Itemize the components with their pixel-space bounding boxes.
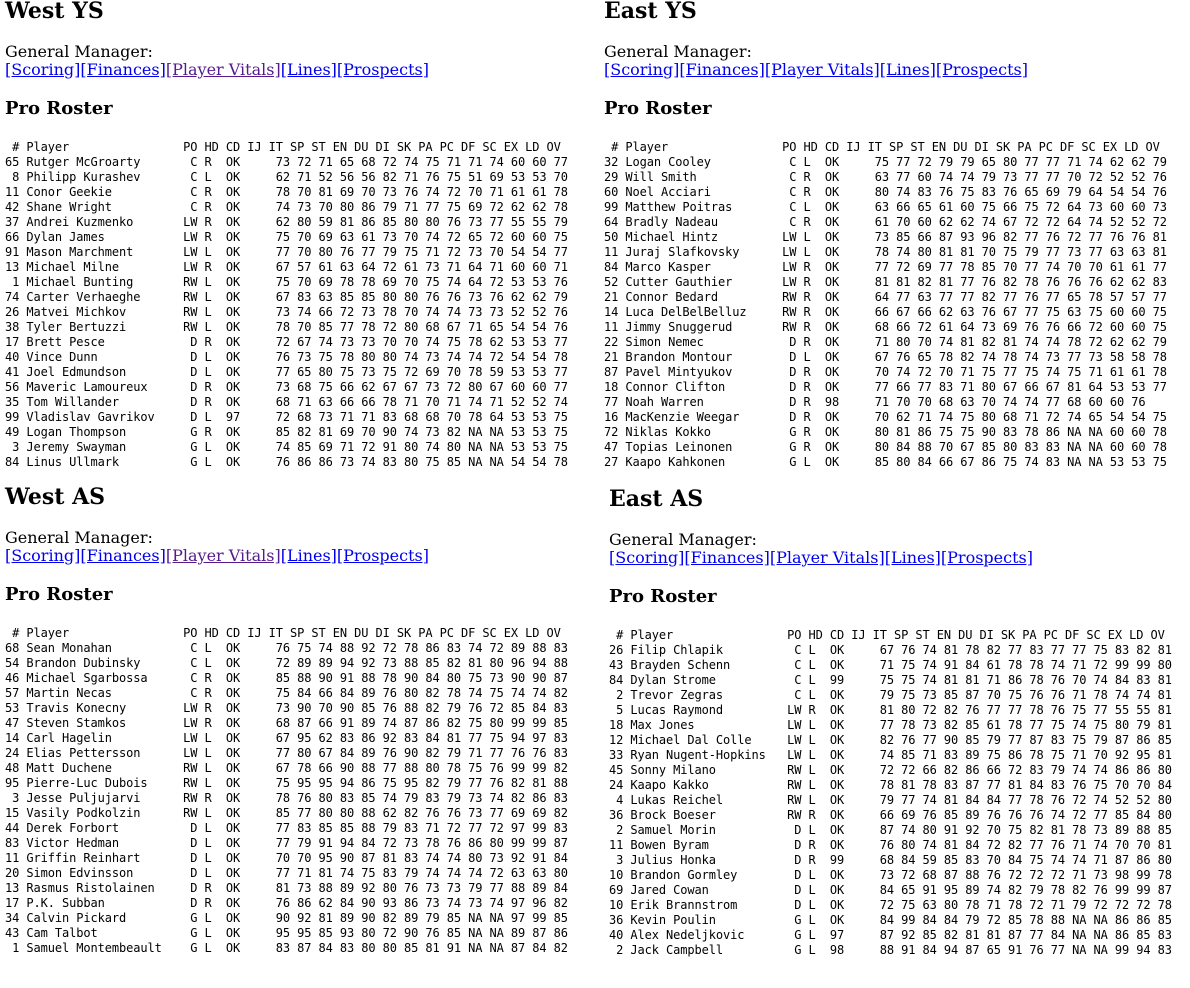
- roster-row: 84 Marco Kasper LW R OK 77 72 69 77 78 85 70 77 74 70 70 61 61 77: [604, 260, 1167, 274]
- roster-row: 11 Juraj Slafkovsky LW L OK 78 74 80 81 81 70 75 79 77 73 77 63 63 81: [604, 245, 1167, 259]
- roster-row: 54 Brandon Dubinsky C L OK 72 89 89 94 92 73 88 85 82 81 80 96 94 88: [5, 656, 568, 670]
- roster-row: 95 Pierre-Luc Dubois RW L OK 75 95 95 94 86 75 95 82 79 77 76 82 81 88: [5, 776, 568, 790]
- roster-row: 35 Tom Willander D R OK 68 71 63 66 66 78 71 70 71 74 71 52 52 74: [5, 395, 568, 409]
- team-east-as: [609, 488, 1190, 978]
- link-prospects[interactable]: [Prospects]: [336, 60, 429, 79]
- roster-row: 84 Linus Ullmark G L OK 76 86 86 73 74 83 80 75 85 NA NA 54 54 78: [5, 455, 568, 469]
- team-title: West YS: [5, 0, 104, 24]
- roster-row: 44 Derek Forbort D L OK 77 83 85 85 88 79 83 71 72 77 72 97 99 83: [5, 821, 568, 835]
- roster-row: 29 Will Smith C R OK 63 77 60 74 74 79 73 77 77 70 72 52 52 76: [604, 170, 1167, 184]
- roster-row: 24 Elias Pettersson LW L OK 77 80 67 84 89 76 90 82 79 71 77 76 76 83: [5, 746, 568, 760]
- roster-row: 36 Brock Boeser RW R OK 66 69 76 85 89 76 76 76 74 72 77 85 84 80: [609, 808, 1172, 822]
- link-scoring[interactable]: [Scoring]: [5, 60, 81, 79]
- roster-row: 99 Matthew Poitras C L OK 63 66 65 61 60 75 66 75 72 64 73 60 60 73: [604, 200, 1167, 214]
- link-player-vitals[interactable]: [Player Vitals]: [165, 546, 281, 565]
- team-links: [5, 61, 429, 79]
- roster-row: 43 Brayden Schenn C L OK 71 75 74 91 84 61 78 78 74 71 72 99 99 80: [609, 658, 1172, 672]
- roster-row: 26 Matvei Michkov RW L OK 73 74 66 72 73 78 70 74 74 73 73 52 52 76: [5, 305, 568, 319]
- link-lines[interactable]: [Lines]: [280, 546, 337, 565]
- roster-row: 14 Luca DelBelBelluz RW R OK 66 67 66 62 63 76 67 77 75 63 75 60 60 75: [604, 305, 1167, 319]
- roster-row: 52 Cutter Gauthier LW R OK 81 81 82 81 77 76 82 78 76 76 76 62 62 83: [604, 275, 1167, 289]
- roster-table: [5, 626, 568, 956]
- roster-table: [609, 628, 1172, 958]
- link-finances[interactable]: [Finances]: [684, 548, 770, 567]
- roster-row: 32 Logan Cooley C L OK 75 77 72 79 79 65 80 77 77 71 74 62 62 79: [604, 155, 1167, 169]
- roster-row: 36 Kevin Poulin G L OK 84 99 84 84 79 72 85 78 88 NA NA 86 86 85: [609, 913, 1172, 927]
- section-title: Pro Roster: [604, 98, 712, 119]
- roster-table: [604, 140, 1167, 470]
- link-lines[interactable]: [Lines]: [280, 60, 337, 79]
- roster-row: 11 Conor Geekie C R OK 78 70 81 69 70 73 76 74 72 70 71 61 61 78: [5, 185, 568, 199]
- roster-row: 42 Shane Wright C R OK 74 73 70 80 86 79 71 77 75 69 72 62 62 78: [5, 200, 568, 214]
- roster-row: 1 Michael Bunting RW L OK 75 70 69 78 78 69 70 75 74 64 72 53 53 76: [5, 275, 568, 289]
- roster-row: 99 Vladislav Gavrikov D L 97 72 68 73 71 71 83 68 68 70 78 64 53 53 75: [5, 410, 568, 424]
- roster-row: 11 Jimmy Snuggerud RW R OK 68 66 72 61 64 73 69 76 76 66 72 60 60 75: [604, 320, 1167, 334]
- roster-row: 24 Kaapo Kakko RW L OK 78 81 78 83 87 77 81 84 83 76 75 70 70 84: [609, 778, 1172, 792]
- roster-row: 60 Noel Acciari C R OK 80 74 83 76 75 83 76 65 69 79 64 54 54 76: [604, 185, 1167, 199]
- team-title: East YS: [604, 0, 697, 24]
- roster-row: 13 Rasmus Ristolainen D R OK 81 73 88 89 92 80 76 73 73 79 77 88 89 84: [5, 881, 568, 895]
- general-manager-label: General Manager:: [609, 530, 757, 549]
- roster-row: 2 Samuel Morin D L OK 87 74 80 91 92 70 75 82 81 78 73 89 88 85: [609, 823, 1172, 837]
- link-prospects[interactable]: [Prospects]: [940, 548, 1033, 567]
- link-finances[interactable]: [Finances]: [679, 60, 765, 79]
- roster-row: 2 Trevor Zegras C L OK 79 75 73 85 87 70 75 76 76 71 78 74 74 81: [609, 688, 1172, 702]
- roster-row: 3 Julius Honka D R 99 68 84 59 85 83 70 84 75 74 74 71 87 86 80: [609, 853, 1172, 867]
- roster-row: 50 Michael Hintz LW L OK 73 85 66 87 93 96 82 77 76 72 77 76 76 81: [604, 230, 1167, 244]
- roster-row: 69 Jared Cowan D L OK 84 65 91 95 89 74 82 79 78 82 76 99 99 87: [609, 883, 1172, 897]
- link-player-vitals[interactable]: [Player Vitals]: [769, 548, 885, 567]
- roster-row: 64 Bradly Nadeau C R OK 61 70 60 62 62 74 67 72 72 64 74 52 52 72: [604, 215, 1167, 229]
- roster-row: 43 Cam Talbot G L OK 95 95 85 93 80 72 90 76 85 NA NA 89 87 86: [5, 926, 568, 940]
- roster-header: # Player PO HD CD IJ IT SP ST EN DU DI SK PA PC DF SC EX LD OV: [604, 140, 1160, 154]
- roster-row: 40 Vince Dunn D L OK 76 73 75 78 80 80 74 73 74 74 72 54 54 78: [5, 350, 568, 364]
- link-finances[interactable]: [Finances]: [80, 60, 166, 79]
- section-title: Pro Roster: [5, 584, 113, 605]
- team-east-ys: [604, 0, 1190, 480]
- link-prospects[interactable]: [Prospects]: [935, 60, 1028, 79]
- roster-row: 17 P.K. Subban D R OK 76 86 62 84 90 93 86 73 74 73 74 97 96 82: [5, 896, 568, 910]
- roster-row: 74 Carter Verhaeghe RW L OK 67 83 63 85 85 80 80 76 76 73 76 62 62 79: [5, 290, 568, 304]
- roster-row: 27 Kaapo Kahkonen G L OK 85 80 84 66 67 86 75 74 83 NA NA 53 53 75: [604, 455, 1167, 469]
- team-links: [604, 61, 1028, 79]
- roster-row: 65 Rutger McGroarty C R OK 73 72 71 65 68 72 74 75 71 71 74 60 60 77: [5, 155, 568, 169]
- roster-row: 11 Bowen Byram D R OK 76 80 74 81 84 72 82 77 76 71 74 70 70 81: [609, 838, 1172, 852]
- roster-row: 11 Griffin Reinhart D L OK 70 70 95 90 87 81 83 74 74 80 73 92 91 84: [5, 851, 568, 865]
- link-lines[interactable]: [Lines]: [884, 548, 941, 567]
- roster-row: 47 Steven Stamkos LW R OK 68 87 66 91 89 74 87 86 82 75 80 99 99 85: [5, 716, 568, 730]
- roster-row: 41 Joel Edmundson D L OK 77 65 80 75 73 75 72 69 70 78 59 53 53 77: [5, 365, 568, 379]
- general-manager-label: General Manager:: [604, 42, 752, 61]
- link-scoring[interactable]: [Scoring]: [5, 546, 81, 565]
- roster-row: 45 Sonny Milano RW L OK 72 72 66 82 86 66 72 83 79 74 74 86 86 80: [609, 763, 1172, 777]
- roster-row: 33 Ryan Nugent-Hopkins LW L OK 74 85 71 83 89 75 86 78 75 71 70 92 95 81: [609, 748, 1172, 762]
- roster-row: 12 Michael Dal Colle LW L OK 82 76 77 90 85 79 77 87 83 75 79 87 86 85: [609, 733, 1172, 747]
- roster-row: 53 Travis Konecny LW R OK 73 90 70 90 85 76 88 82 79 76 72 85 84 83: [5, 701, 568, 715]
- general-manager-label: General Manager:: [5, 528, 153, 547]
- section-title: Pro Roster: [5, 98, 113, 119]
- roster-row: 47 Topias Leinonen G R OK 80 84 88 70 67 85 80 83 83 NA NA 60 60 78: [604, 440, 1167, 454]
- general-manager-label: General Manager:: [5, 42, 153, 61]
- roster-row: 48 Matt Duchene RW L OK 67 78 66 90 88 77 88 80 78 75 76 99 99 82: [5, 761, 568, 775]
- roster-row: 83 Victor Hedman D L OK 77 79 91 94 84 72 73 78 76 86 80 99 99 87: [5, 836, 568, 850]
- roster-row: 26 Filip Chlapik C L OK 67 76 74 81 78 82 77 83 77 77 75 83 82 81: [609, 643, 1172, 657]
- team-links: [5, 547, 429, 565]
- roster-row: 56 Maveric Lamoureux D R OK 73 68 75 66 62 67 67 73 72 80 67 60 60 77: [5, 380, 568, 394]
- roster-row: 17 Brett Pesce D R OK 72 67 74 73 73 70 70 74 75 78 62 53 53 77: [5, 335, 568, 349]
- roster-row: 2 Jack Campbell G L 98 88 91 84 94 87 65 91 76 77 NA NA 99 94 83: [609, 943, 1172, 957]
- roster-row: 77 Noah Warren D R 98 71 70 70 68 63 70 74 74 77 68 60 60 76: [604, 395, 1146, 409]
- roster-row: 49 Logan Thompson G R OK 85 82 81 69 70 90 74 73 82 NA NA 53 53 75: [5, 425, 568, 439]
- roster-row: 66 Dylan James LW R OK 75 70 69 63 61 73 70 74 72 65 72 60 60 75: [5, 230, 568, 244]
- roster-row: 20 Simon Edvinsson D L OK 77 71 81 74 75 83 79 74 74 74 72 63 63 80: [5, 866, 568, 880]
- roster-row: 68 Sean Monahan C L OK 76 75 74 88 92 72 78 86 83 74 72 89 88 83: [5, 641, 568, 655]
- roster-row: 84 Dylan Strome C L 99 75 75 74 81 81 71 86 78 76 70 74 84 83 81: [609, 673, 1172, 687]
- roster-row: 34 Calvin Pickard G L OK 90 92 81 89 90 82 89 79 85 NA NA 97 99 85: [5, 911, 568, 925]
- link-player-vitals[interactable]: [Player Vitals]: [165, 60, 281, 79]
- roster-row: 10 Erik Brannstrom D L OK 72 75 63 80 78 71 78 72 71 79 72 72 72 78: [609, 898, 1172, 912]
- roster-header: # Player PO HD CD IJ IT SP ST EN DU DI SK PA PC DF SC EX LD OV: [5, 626, 561, 640]
- team-title: East AS: [609, 486, 704, 512]
- team-links: [609, 549, 1033, 567]
- roster-row: 21 Brandon Montour D L OK 67 76 65 78 82 74 78 74 73 77 73 58 58 78: [604, 350, 1167, 364]
- roster-header: # Player PO HD CD IJ IT SP ST EN DU DI SK PA PC DF SC EX LD OV: [5, 140, 561, 154]
- link-prospects[interactable]: [Prospects]: [336, 546, 429, 565]
- team-west-as: [5, 486, 595, 976]
- roster-row: 13 Michael Milne LW R OK 67 57 61 63 64 72 61 73 71 64 71 60 60 71: [5, 260, 568, 274]
- roster-row: 16 MacKenzie Weegar D R OK 70 62 71 74 75 80 68 71 72 74 65 54 54 75: [604, 410, 1167, 424]
- roster-row: 91 Mason Marchment LW L OK 77 70 80 76 77 79 75 71 72 73 70 54 54 77: [5, 245, 568, 259]
- roster-header: # Player PO HD CD IJ IT SP ST EN DU DI SK PA PC DF SC EX LD OV: [609, 628, 1165, 642]
- link-finances[interactable]: [Finances]: [80, 546, 166, 565]
- link-lines[interactable]: [Lines]: [879, 60, 936, 79]
- roster-row: 87 Pavel Mintyukov D R OK 70 74 72 70 71 75 77 75 74 75 71 61 61 78: [604, 365, 1167, 379]
- roster-table: [5, 140, 568, 470]
- roster-row: 3 Jesse Puljujarvi RW R OK 78 76 80 83 85 74 79 83 79 73 74 82 86 83: [5, 791, 568, 805]
- roster-row: 18 Connor Clifton D R OK 77 66 77 83 71 80 67 66 67 81 64 53 53 77: [604, 380, 1167, 394]
- roster-row: 57 Martin Necas C R OK 75 84 66 84 89 76 80 82 78 74 75 74 74 82: [5, 686, 568, 700]
- section-title: Pro Roster: [609, 586, 717, 607]
- roster-row: 46 Michael Sgarbossa C R OK 85 88 90 91 88 78 90 84 80 75 73 90 90 87: [5, 671, 568, 685]
- roster-row: 18 Max Jones LW L OK 77 78 73 82 85 61 78 77 75 74 75 80 79 81: [609, 718, 1172, 732]
- roster-row: 72 Niklas Kokko G R OK 80 81 86 75 75 90 83 78 86 NA NA 60 60 78: [604, 425, 1167, 439]
- roster-row: 8 Philipp Kurashev C L OK 62 71 52 56 56 82 71 76 75 51 69 53 53 70: [5, 170, 568, 184]
- roster-row: 4 Lukas Reichel RW L OK 79 77 74 81 84 84 77 78 76 72 74 52 52 80: [609, 793, 1172, 807]
- roster-row: 5 Lucas Raymond LW R OK 81 80 72 82 76 77 77 78 76 75 77 55 55 81: [609, 703, 1172, 717]
- team-west-ys: [5, 0, 595, 480]
- roster-row: 21 Connor Bedard RW R OK 64 77 63 77 77 82 77 76 77 65 78 57 57 77: [604, 290, 1167, 304]
- team-title: West AS: [5, 484, 106, 510]
- link-scoring[interactable]: [Scoring]: [604, 60, 680, 79]
- roster-row: 38 Tyler Bertuzzi RW L OK 78 70 85 77 78 72 80 68 67 71 65 54 54 76: [5, 320, 568, 334]
- roster-row: 10 Brandon Gormley D L OK 73 72 68 87 88 76 72 72 72 71 73 98 99 78: [609, 868, 1172, 882]
- roster-row: 37 Andrei Kuzmenko LW R OK 62 80 59 81 86 85 80 80 76 73 77 55 55 79: [5, 215, 568, 229]
- roster-row: 3 Jeremy Swayman G L OK 74 85 69 71 72 91 80 74 80 NA NA 53 53 75: [5, 440, 568, 454]
- link-scoring[interactable]: [Scoring]: [609, 548, 685, 567]
- roster-row: 14 Carl Hagelin LW L OK 67 95 62 83 86 92 83 84 81 77 75 94 97 83: [5, 731, 568, 745]
- roster-row: 15 Vasily Podkolzin RW L OK 85 77 80 80 88 62 82 76 76 73 77 69 69 82: [5, 806, 568, 820]
- roster-row: 1 Samuel Montembeault G L OK 83 87 84 83 80 80 85 81 91 NA NA 87 84 82: [5, 941, 568, 955]
- roster-row: 22 Simon Nemec D R OK 71 80 70 74 81 82 81 74 74 78 72 62 62 79: [604, 335, 1167, 349]
- roster-row: 40 Alex Nedeljkovic G L 97 87 92 85 82 81 81 87 77 84 NA NA 86 85 83: [609, 928, 1172, 942]
- link-player-vitals[interactable]: [Player Vitals]: [764, 60, 880, 79]
